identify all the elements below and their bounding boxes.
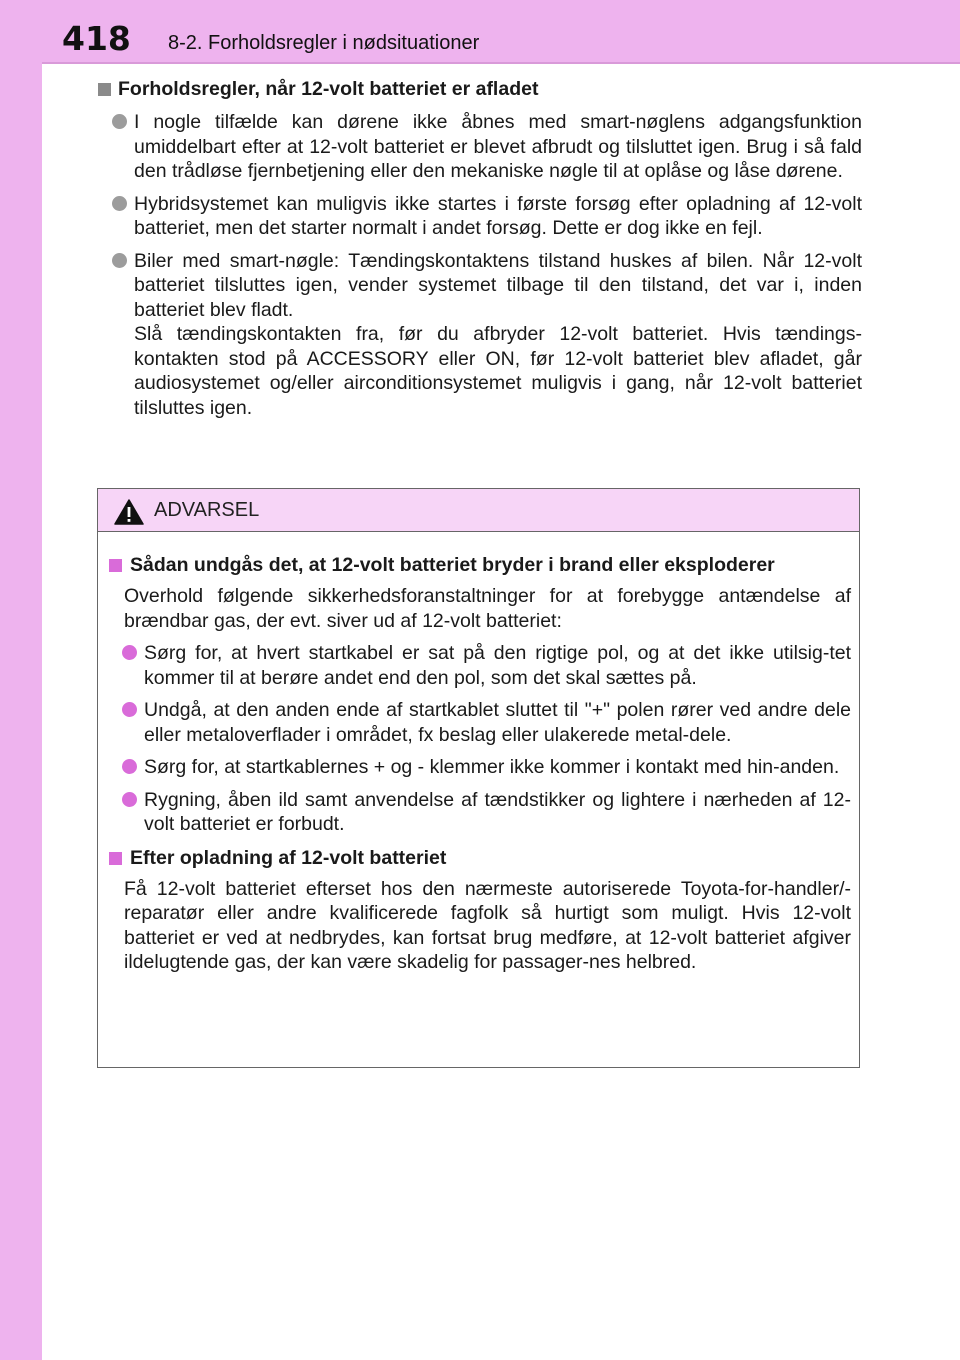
list-item: [96, 249, 862, 421]
square-bullet-icon: [109, 559, 122, 572]
warning-intro: Overhold følgende sikkerhedsforanstaltninger for at forebygge antændelse af brændbar gas, der evt. siver ud af 12-volt batteriet:: [124, 585, 851, 632]
warning-heading: [108, 845, 851, 871]
warning-heading-text: Sådan undgås det, at 12-volt batteriet bryder i brand eller eksploderer: [130, 554, 775, 576]
list-item: [108, 698, 851, 747]
list-item: [96, 192, 862, 241]
list-item: [96, 110, 862, 184]
page-number: 418: [62, 19, 131, 58]
list-item-text: Undgå, at den anden ende af startkablet sluttet til "+" polen rører ved andre dele eller metaloverflader i området, fx beslag eller ulakerede metal-dele.: [144, 699, 851, 746]
warning-triangle-icon: [114, 499, 144, 525]
side-tab-strip: [0, 0, 42, 1360]
square-bullet-icon: [109, 852, 122, 865]
list-item: [108, 641, 851, 690]
list-item-text: Sørg for, at hvert startkabel er sat på den rigtige pol, og at det ikke utilsig-tet kommer til at berøre andet end den pol, som det skal sættes på.: [144, 642, 851, 689]
list-item-text: Rygning, åben ild samt anvendelse af tændstikker og lightere i nærheden af 12-volt batteriet er forbudt.: [144, 788, 851, 835]
warning-body: [98, 532, 859, 975]
list-item-text: Hybridsystemet kan muligvis ikke startes i første forsøg efter opladning af 12-volt batteriet, men det starter normalt i andet forsøg. Dette er dog ikke en fejl.: [134, 192, 862, 239]
main-content: [96, 76, 862, 420]
round-bullet-icon: [122, 792, 137, 807]
section-heading-text: Forholdsregler, når 12-volt batteriet er afladet: [118, 78, 539, 100]
list-item: [108, 788, 851, 837]
warning-box: [97, 488, 860, 1068]
list-item-text: Sørg for, at startkablernes + og - klemmer ikke kommer i kontakt med hin-anden.: [144, 756, 840, 778]
list-item: [108, 755, 851, 780]
round-bullet-icon: [122, 759, 137, 774]
round-bullet-icon: [122, 702, 137, 717]
square-bullet-icon: [98, 83, 111, 96]
round-bullet-icon: [112, 114, 127, 129]
warning-header: [98, 489, 859, 532]
list-item-text: I nogle tilfælde kan dørene ikke åbnes med smart-nøglens adgangsfunktion umiddelbart efter at 12-volt batteriet er blevet afbrudt og tilsluttet igen. Brug i så fald den trådløse fjernbetjening eller den mekaniske nøgle til at oplåse og låse dørene.: [134, 111, 862, 182]
round-bullet-icon: [112, 253, 127, 268]
warning-paragraph: Få 12-volt batteriet efterset hos den nærmeste autoriserede Toyota-for-handler/-reparatør eller andre kvalificerede fagfolk så hurtigt som muligt. Hvis 12-volt batteriet er ved at nedbrydes, kan fortsat brug medføre, at 12-volt batteriet afgiver ildelugtende gas, der kan være skadelig for passager-nes helbred.: [124, 877, 851, 973]
warning-title: ADVARSEL: [154, 499, 260, 521]
round-bullet-icon: [112, 196, 127, 211]
chapter-title: 8-2. Forholdsregler i nødsituationer: [168, 32, 480, 54]
warning-heading: [108, 552, 851, 578]
round-bullet-icon: [122, 645, 137, 660]
header-divider: [42, 62, 960, 64]
list-item-continuation: Slå tændingskontakten fra, før du afbryder 12-volt batteriet. Hvis tændings-kontakten stod på ACCESSORY eller ON, før 12-volt batteriet blev afladet, går audiosystemet og/eller airconditionsystemet muligvis i gang, når 12-volt batteriet tilsluttes igen.: [134, 323, 862, 419]
section-heading: [96, 76, 862, 102]
list-item-text: Biler med smart-nøgle: Tændingskontaktens tilstand huskes af bilen. Når 12-volt batteriet tilsluttes igen, vender systemet tilbage til den tilstand, det var i, inden batteriet blev fladt.: [134, 249, 862, 321]
warning-heading-text: Efter opladning af 12-volt batteriet: [130, 846, 447, 869]
